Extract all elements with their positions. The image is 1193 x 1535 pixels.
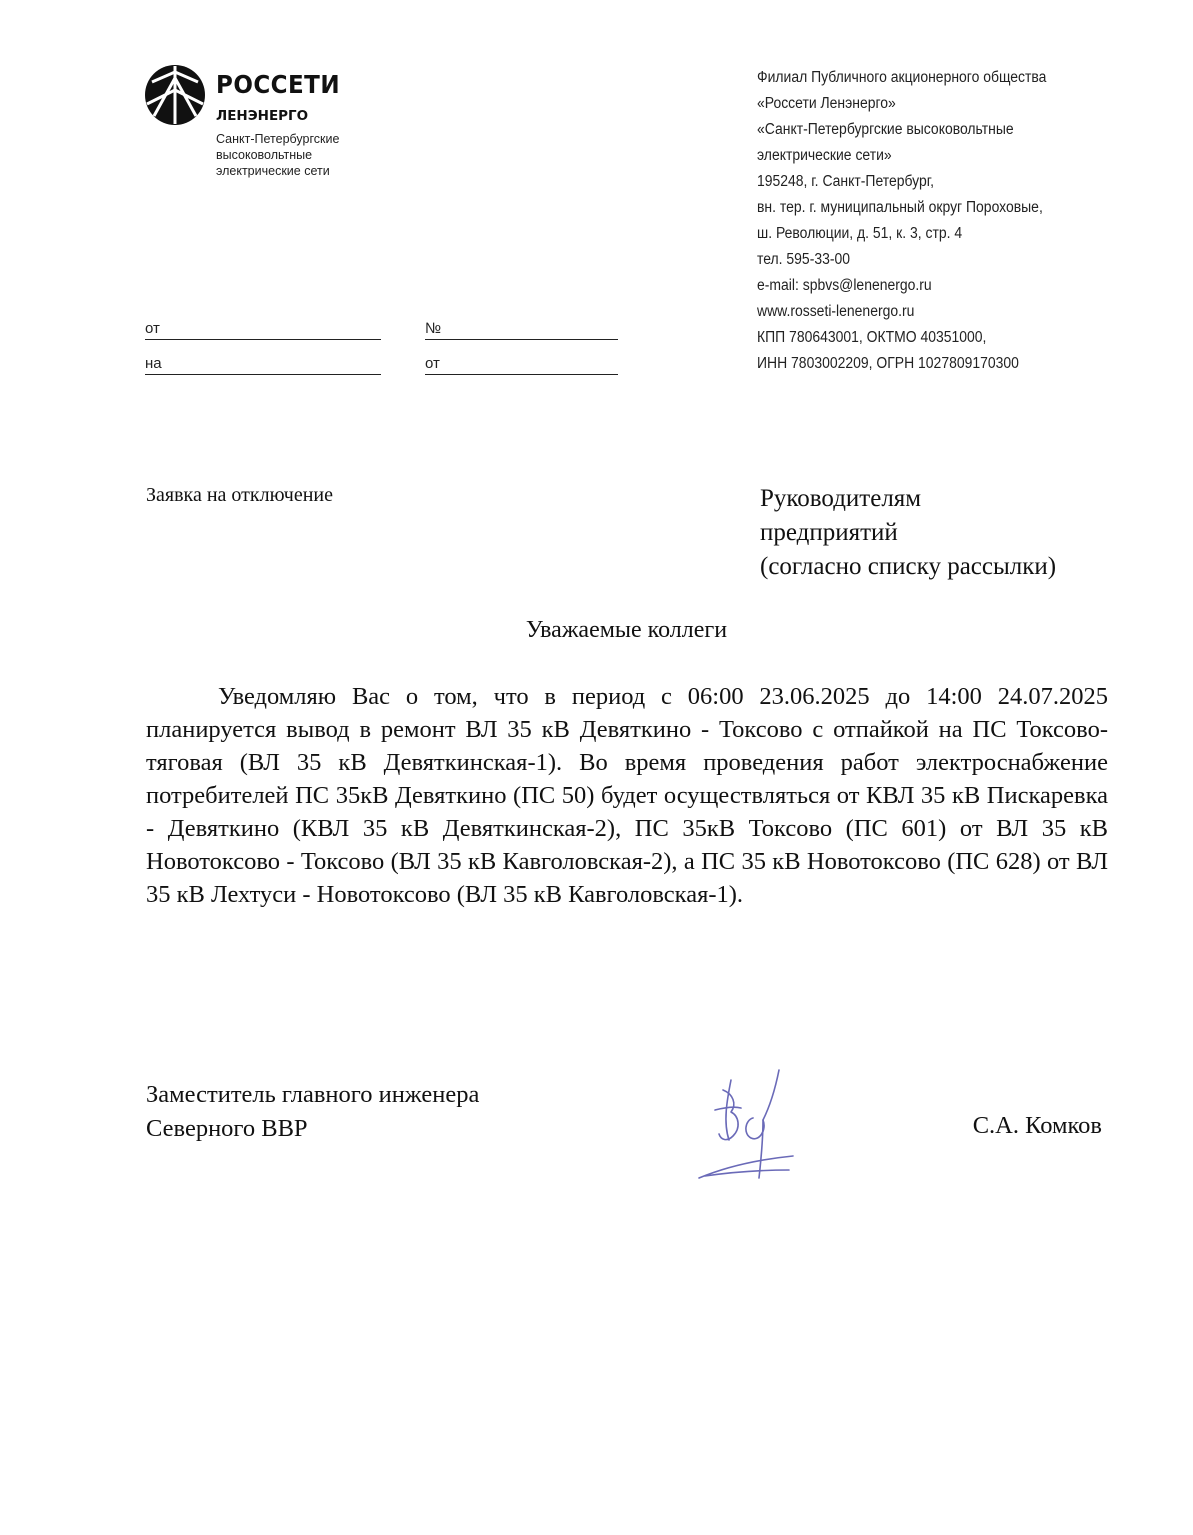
logo-branch-line: высоковольтные	[216, 148, 313, 162]
from-label: от	[145, 320, 160, 337]
logo-subbrand: ЛЕНЭНЕРГО	[216, 108, 309, 124]
greeting: Уважаемые коллеги	[525, 617, 728, 643]
signatory-title	[146, 1078, 479, 1146]
recipient-line: Руководителям	[760, 485, 922, 512]
recipient-line: (согласно списку рассылки)	[760, 553, 1057, 580]
handwritten-signature	[693, 1060, 803, 1185]
logo-branch-line: электрические сети	[216, 164, 330, 178]
org-line: Филиал Публичного акционерного общества	[757, 69, 1047, 86]
org-line: ИНН 7803002209, ОГРН 1027809170300	[757, 355, 1019, 372]
org-line: тел. 595-33-00	[757, 251, 851, 268]
to-label: на	[145, 355, 162, 372]
org-line: ш. Революции, д. 51, к. 3, стр. 4	[757, 225, 963, 242]
org-line: 195248, г. Санкт-Петербург,	[757, 173, 935, 190]
to-field	[145, 352, 381, 375]
org-line: электрические сети»	[757, 147, 892, 164]
letter-body: Уведомляю Вас о том, что в период с 06:00 23.06.2025 до 14:00 24.07.2025 планируется вывод в ремонт ВЛ 35 кВ Девяткино - Токсово с отпайкой на ПС Токсово-тяговая (ВЛ 35 кВ Девяткинская-1). Во время проведения работ электроснабжение потребителей ПС 35кВ Девяткино (ПС 50) будет осуществляться от КВЛ 35 кВ Пискаревка - Девяткино (КВЛ 35 кВ Девяткинская-2), ПС 35кВ Токсово (ПС 601) от ВЛ 35 кВ Новотоксово - Токсово (ВЛ 35 кВ Кавголовская-2), а ПС 35 кВ Новотоксово (ПС 628) от ВЛ 35 кВ Лехтуси - Новотоксово (ВЛ 35 кВ Кавголовская-1).	[146, 683, 1108, 908]
rosseti-emblem-icon	[144, 64, 206, 126]
signatory-title-line: Заместитель главного инженера	[146, 1081, 480, 1108]
company-logo	[144, 64, 354, 184]
logo-branch-line: Санкт-Петербургские	[216, 132, 340, 146]
number-label: №	[425, 320, 442, 337]
from-ref-label: от	[425, 355, 440, 372]
signatory-title-line: Северного ВВР	[146, 1115, 308, 1142]
from-ref-field	[425, 352, 618, 375]
org-line: вн. тер. г. муниципальный округ Пороховые,	[757, 199, 1043, 216]
recipient-block	[760, 482, 1056, 584]
letter-subject: Заявка на отключение	[146, 484, 333, 506]
org-line: КПП 780643001, ОКТМО 40351000,	[757, 329, 987, 346]
org-line: «Россети Ленэнерго»	[757, 95, 896, 112]
org-line: «Санкт-Петербургские высоковольтные	[757, 121, 1014, 138]
logo-branch-name	[216, 131, 366, 179]
organization-details	[757, 65, 1117, 377]
number-field	[425, 317, 618, 340]
from-date-field	[145, 317, 381, 340]
org-line: e-mail: spbvs@lenenergo.ru	[757, 277, 932, 294]
signatory-name: С.А. Комков	[972, 1112, 1102, 1139]
logo-brand: РОССЕТИ	[216, 70, 341, 99]
org-line: www.rosseti-lenenergo.ru	[757, 303, 915, 320]
recipient-line: предприятий	[760, 519, 898, 546]
